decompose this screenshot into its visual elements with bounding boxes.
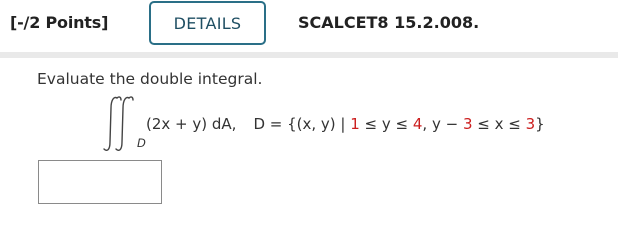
x-condition: ≤ x ≤ <box>472 115 526 133</box>
integral-expression <box>146 115 545 133</box>
integral-region-subscript: D <box>137 136 146 150</box>
x-lower-expression: , y − <box>422 115 463 133</box>
x-lower-offset: 3 <box>462 115 473 133</box>
domain-definition-end: } <box>535 115 545 133</box>
integrand: (2x + y) dA, <box>146 115 237 133</box>
y-condition: ≤ y ≤ <box>359 115 413 133</box>
points-label: [-/2 Points] <box>10 13 109 32</box>
domain-definition-start: D = {(x, y) | <box>253 115 351 133</box>
answer-input[interactable] <box>38 160 162 204</box>
y-lower-bound: 1 <box>350 115 360 133</box>
details-button[interactable]: DETAILS <box>149 1 266 45</box>
header-divider <box>0 52 618 58</box>
y-upper-bound: 4 <box>412 115 423 133</box>
question-prompt: Evaluate the double integral. <box>37 70 263 88</box>
question-header <box>0 0 618 52</box>
x-upper-bound: 3 <box>525 115 536 133</box>
problem-id: SCALCET8 15.2.008. <box>298 13 480 32</box>
